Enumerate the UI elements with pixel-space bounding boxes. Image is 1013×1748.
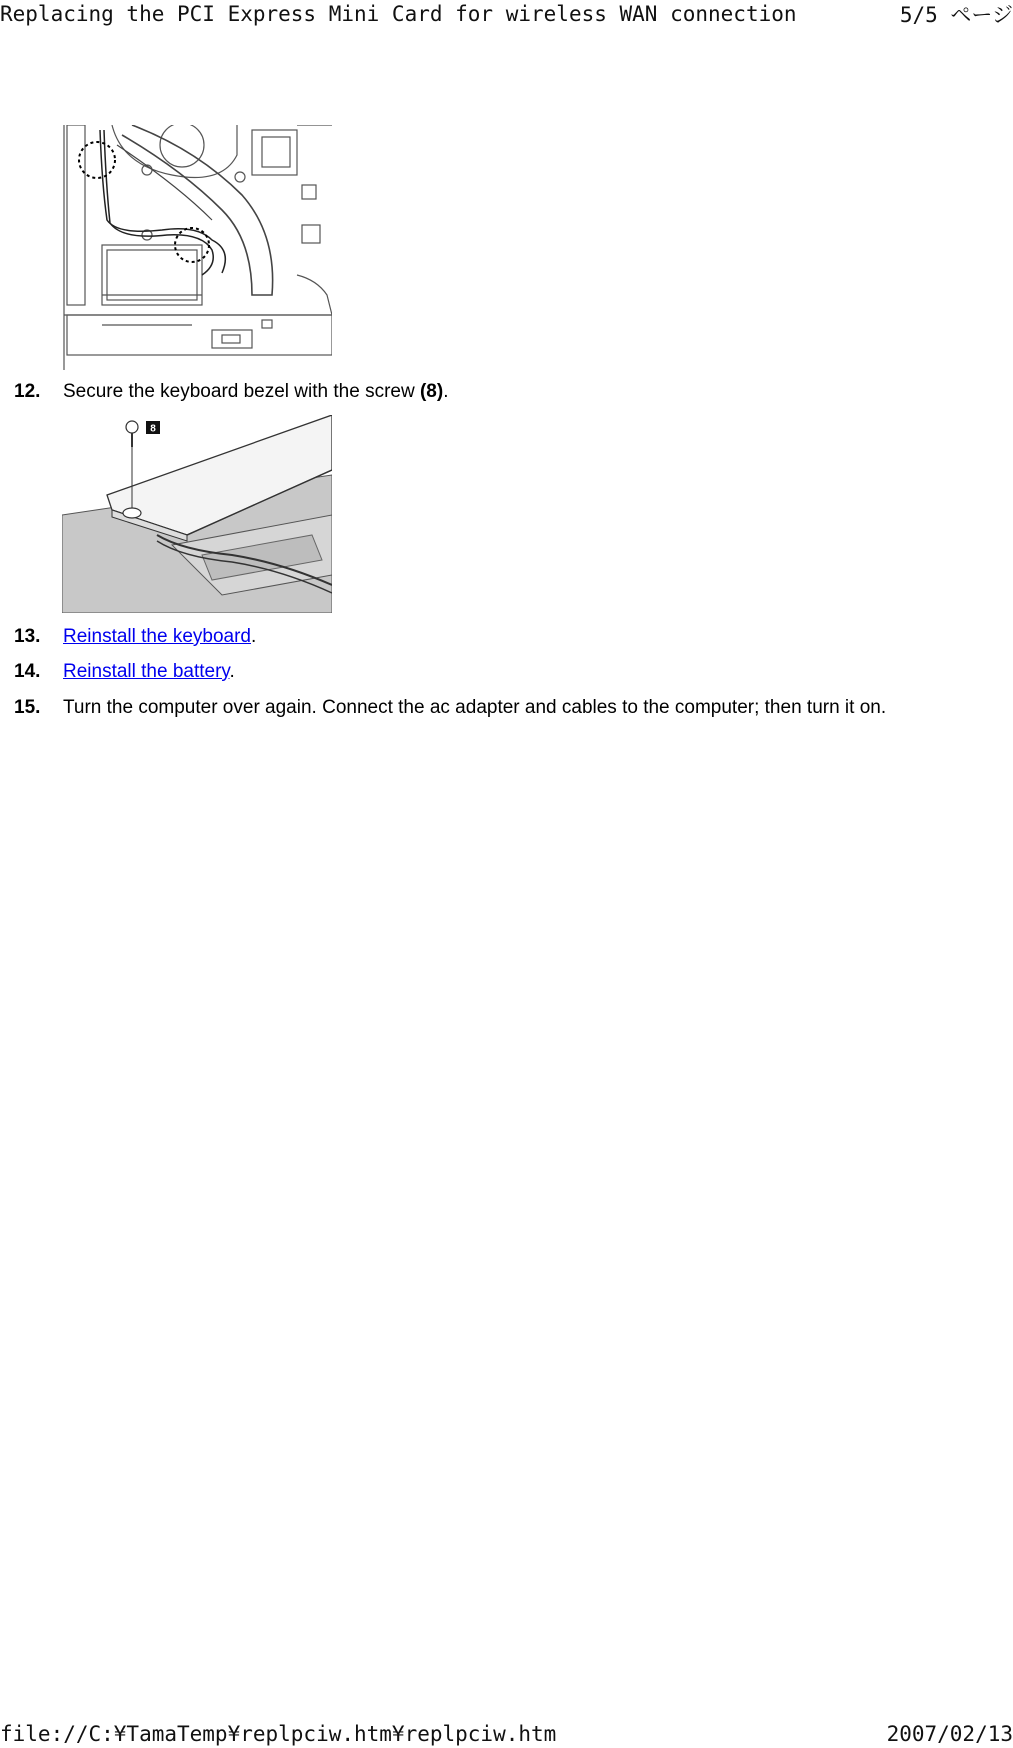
step-punctuation: . [251,626,257,647]
step-instruction: Secure the keyboard bezel with the screw [63,381,420,402]
step-text [63,625,256,649]
step-punctuation: . [443,381,449,402]
step-number: 12. [14,381,41,402]
screw-callout-label: 8 [150,423,156,435]
document-title: Replacing the PCI Express Mini Card for wireless WAN connection [0,2,797,26]
step-instruction: Turn the computer over again. Connect the ac adapter and cables to the computer; then turn it on. [63,697,887,718]
step-number: 13. [14,626,41,647]
step-number: 15. [14,697,41,718]
page-header [0,0,1013,28]
cable-routing-illustration [62,125,332,370]
cable-routing-figure [62,125,332,370]
file-path: file://C:¥TamaTemp¥replpciw.htm¥replpciw.htm [0,1722,557,1746]
step-text [63,660,235,684]
reinstall-keyboard-link[interactable]: Reinstall the keyboard [63,626,251,647]
print-date: 2007/02/13 [886,1722,1013,1746]
keyboard-bezel-figure [62,415,332,613]
page-footer [0,1720,1013,1748]
screw-reference: (8) [419,381,444,402]
step-text [63,380,448,404]
keyboard-bezel-illustration [62,415,332,613]
reinstall-battery-link[interactable]: Reinstall the battery [63,661,230,682]
page-number: 5/5 ページ [899,3,1013,27]
step-punctuation: . [229,661,235,682]
step-number: 14. [14,661,41,682]
